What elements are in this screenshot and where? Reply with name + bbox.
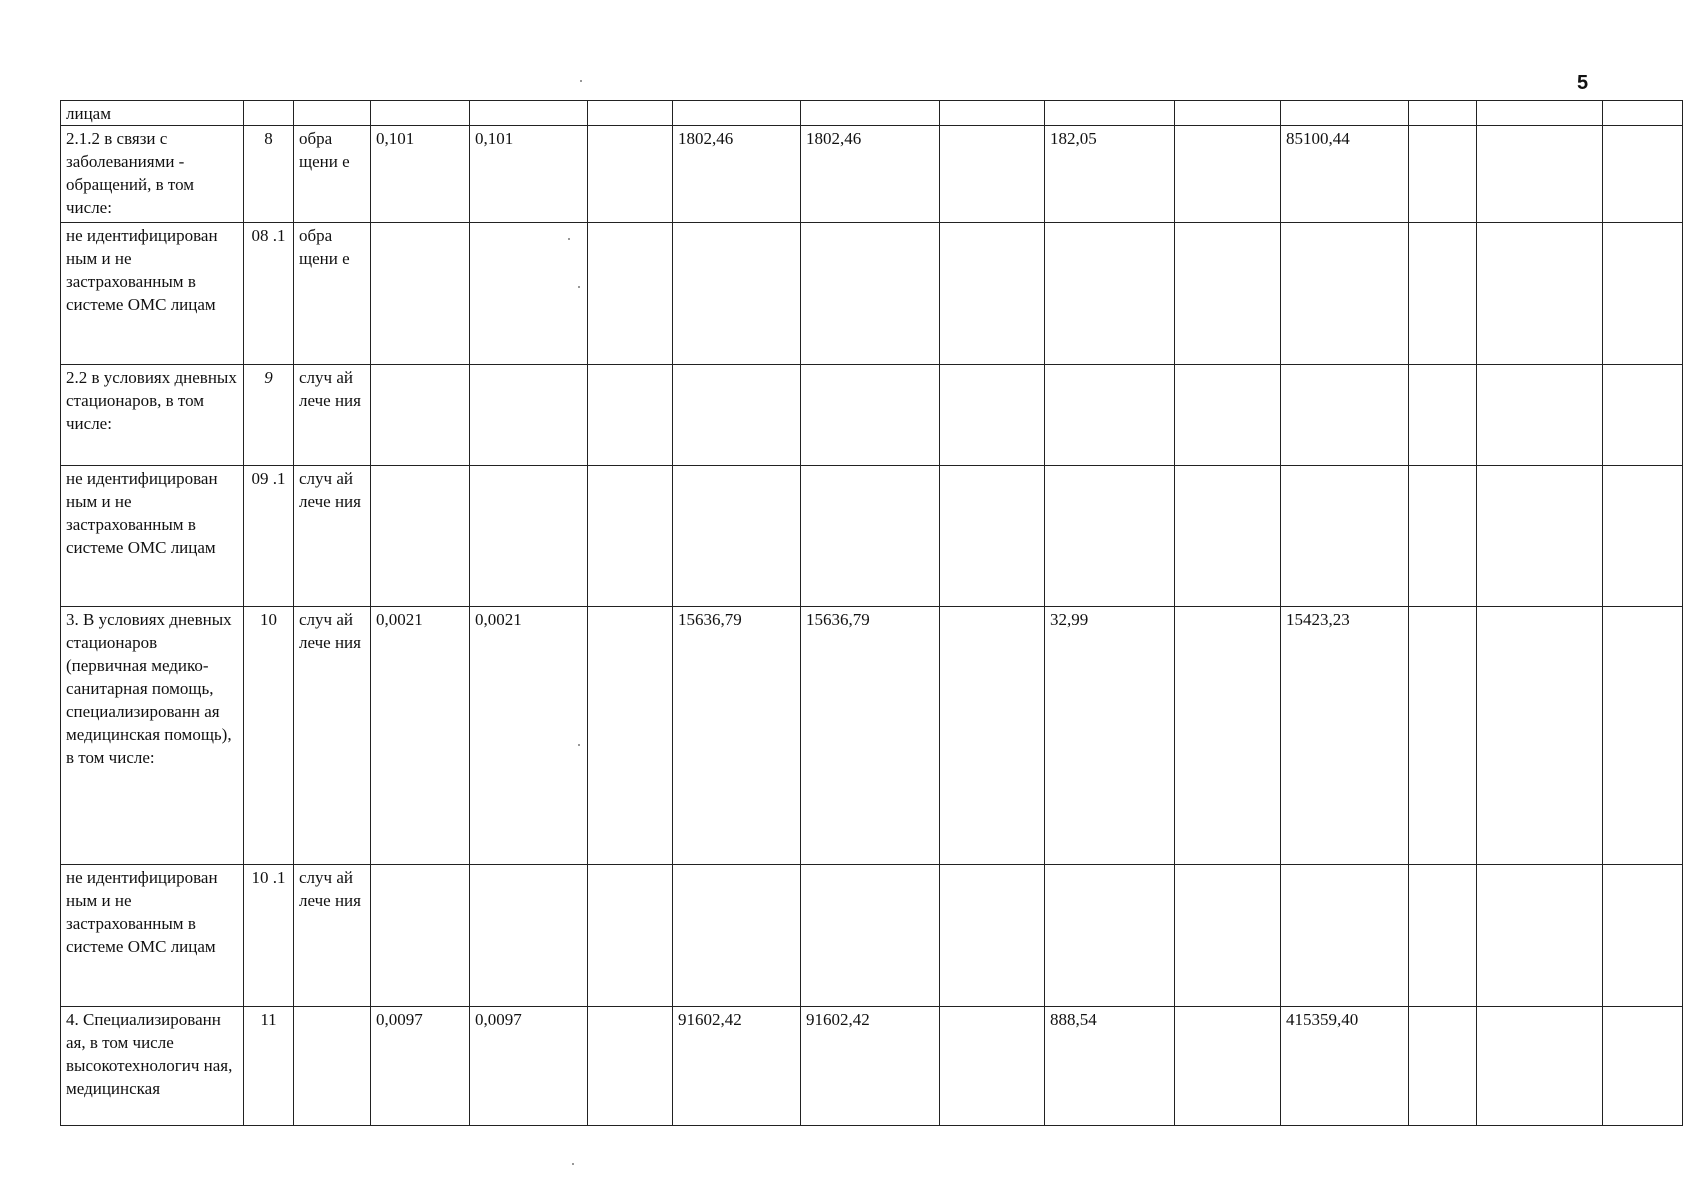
value-cell [1409, 101, 1477, 126]
value-cell [673, 466, 801, 607]
row-code-cell [244, 101, 294, 126]
value-cell [1175, 865, 1281, 1007]
value-cell [588, 126, 673, 223]
value-cell [1045, 223, 1175, 365]
value-cell [588, 1007, 673, 1126]
value-cell [801, 223, 940, 365]
value-cell [1281, 365, 1409, 466]
value-cell [1175, 466, 1281, 607]
row-name-cell: не идентифицирован ным и не застрахованным в системе ОМС лицам [61, 466, 244, 607]
value-cell [1477, 607, 1603, 865]
value-cell [470, 865, 588, 1007]
value-cell [1045, 466, 1175, 607]
row-name-cell: 2.1.2 в связи с заболеваниями - обращений, в том числе: [61, 126, 244, 223]
row-name-cell: 3. В условиях дневных стационаров (первичная медико- санитарная помощь, специализированн ая медицинская помощь), в том числе: [61, 607, 244, 865]
value-cell [1175, 101, 1281, 126]
value-cell [1409, 607, 1477, 865]
value-cell: 15636,79 [801, 607, 940, 865]
value-cell [1175, 1007, 1281, 1126]
value-cell [1175, 365, 1281, 466]
value-cell [588, 607, 673, 865]
value-cell [940, 101, 1045, 126]
value-cell [673, 223, 801, 365]
value-cell [801, 865, 940, 1007]
value-cell [1477, 365, 1603, 466]
value-cell [801, 466, 940, 607]
data-table [60, 100, 1683, 1126]
row-code-cell: 11 [244, 1007, 294, 1126]
value-cell [1477, 223, 1603, 365]
table-row [61, 126, 1683, 223]
value-cell [588, 101, 673, 126]
value-cell [470, 365, 588, 466]
value-cell: 91602,42 [673, 1007, 801, 1126]
value-cell [673, 101, 801, 126]
value-cell [470, 223, 588, 365]
row-code-cell: 9 [244, 365, 294, 466]
row-code-cell: 10 [244, 607, 294, 865]
row-code-cell: 10 .1 [244, 865, 294, 1007]
value-cell [1045, 365, 1175, 466]
value-cell: 1802,46 [801, 126, 940, 223]
row-unit-cell [294, 1007, 371, 1126]
value-cell [1409, 223, 1477, 365]
row-unit-cell: случ ай лече ния [294, 607, 371, 865]
value-cell [1409, 1007, 1477, 1126]
value-cell: 0,0021 [371, 607, 470, 865]
value-cell [940, 365, 1045, 466]
table-row [61, 865, 1683, 1007]
value-cell [588, 365, 673, 466]
value-cell [1045, 101, 1175, 126]
row-unit-cell: случ ай лече ния [294, 865, 371, 1007]
row-name-cell: 2.2 в условиях дневных стационаров, в том числе: [61, 365, 244, 466]
value-cell [588, 466, 673, 607]
value-cell [371, 101, 470, 126]
value-cell [1175, 607, 1281, 865]
row-code-cell: 8 [244, 126, 294, 223]
row-unit-cell: случ ай лече ния [294, 365, 371, 466]
value-cell [1409, 865, 1477, 1007]
value-cell [371, 365, 470, 466]
value-cell [588, 223, 673, 365]
value-cell: 0,0097 [470, 1007, 588, 1126]
value-cell [1281, 223, 1409, 365]
value-cell [1477, 865, 1603, 1007]
table-row [61, 1007, 1683, 1126]
scan-speck [568, 238, 570, 240]
value-cell [1281, 865, 1409, 1007]
value-cell [1477, 1007, 1603, 1126]
value-cell [1603, 865, 1683, 1007]
value-cell [1281, 466, 1409, 607]
value-cell [801, 101, 940, 126]
value-cell [1603, 466, 1683, 607]
value-cell [940, 126, 1045, 223]
value-cell: 15423,23 [1281, 607, 1409, 865]
value-cell [1477, 101, 1603, 126]
value-cell [940, 223, 1045, 365]
value-cell [371, 223, 470, 365]
value-cell [371, 865, 470, 1007]
value-cell: 0,0021 [470, 607, 588, 865]
value-cell [1175, 223, 1281, 365]
scan-speck [578, 286, 580, 288]
value-cell: 32,99 [1045, 607, 1175, 865]
scan-speck [580, 80, 582, 82]
value-cell: 0,101 [371, 126, 470, 223]
scan-speck [578, 744, 580, 746]
value-cell [673, 865, 801, 1007]
value-cell [1409, 466, 1477, 607]
value-cell [470, 466, 588, 607]
value-cell: 0,0097 [371, 1007, 470, 1126]
value-cell: 888,54 [1045, 1007, 1175, 1126]
row-unit-cell: обра щени е [294, 223, 371, 365]
row-name-cell: 4. Специализированн ая, в том числе высокотехнологич ная, медицинская [61, 1007, 244, 1126]
table-row [61, 607, 1683, 865]
value-cell [1409, 365, 1477, 466]
table-row [61, 466, 1683, 607]
row-name-cell: лицам [61, 101, 244, 126]
value-cell: 415359,40 [1281, 1007, 1409, 1126]
value-cell [1603, 365, 1683, 466]
table-row [61, 101, 1683, 126]
value-cell [1409, 126, 1477, 223]
value-cell [470, 101, 588, 126]
value-cell: 91602,42 [801, 1007, 940, 1126]
value-cell [673, 365, 801, 466]
value-cell: 182,05 [1045, 126, 1175, 223]
row-unit-cell [294, 101, 371, 126]
value-cell: 85100,44 [1281, 126, 1409, 223]
row-unit-cell: обра щени е [294, 126, 371, 223]
value-cell [1477, 126, 1603, 223]
value-cell: 1802,46 [673, 126, 801, 223]
value-cell [940, 607, 1045, 865]
scan-speck [572, 1163, 574, 1165]
value-cell [1603, 223, 1683, 365]
value-cell: 0,101 [470, 126, 588, 223]
table-row [61, 223, 1683, 365]
page-number: 5 [1577, 72, 1589, 94]
value-cell [1603, 101, 1683, 126]
value-cell [1603, 607, 1683, 865]
value-cell [588, 865, 673, 1007]
value-cell [1175, 126, 1281, 223]
value-cell [1603, 126, 1683, 223]
value-cell [1477, 466, 1603, 607]
value-cell [940, 1007, 1045, 1126]
row-code-cell: 08 .1 [244, 223, 294, 365]
value-cell [801, 365, 940, 466]
row-unit-cell: случ ай лече ния [294, 466, 371, 607]
table-row [61, 365, 1683, 466]
value-cell [940, 865, 1045, 1007]
value-cell: 15636,79 [673, 607, 801, 865]
value-cell [940, 466, 1045, 607]
row-name-cell: не идентифицирован ным и не застрахованным в системе ОМС лицам [61, 865, 244, 1007]
row-name-cell: не идентифицирован ным и не застрахованным в системе ОМС лицам [61, 223, 244, 365]
value-cell [371, 466, 470, 607]
row-code-cell: 09 .1 [244, 466, 294, 607]
value-cell [1603, 1007, 1683, 1126]
value-cell [1045, 865, 1175, 1007]
value-cell [1281, 101, 1409, 126]
